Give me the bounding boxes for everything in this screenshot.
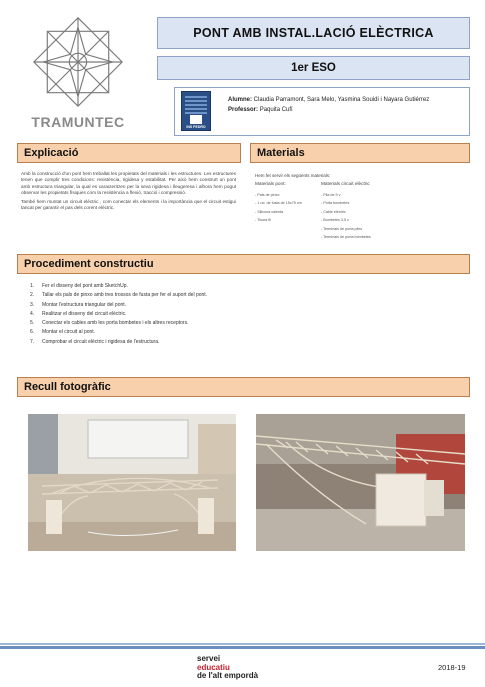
- list-item: - Porta bombetes: [321, 201, 350, 206]
- list-item: 6. Montar el circuit al pont.: [30, 329, 96, 336]
- authors-text: [228, 95, 464, 115]
- explicacio-paragraph: Amb la construcció d'un pont hem treballat les propietats del materials i les estructures. Les estructures tenen que complir tres condicions: resistència, rigidesa y estabilitat. Per això hem construït un pont amb estructura triangular, la qual es caracteritzen per la seva rigidesa i lleugeresa i alhora hem pogut observar les propietats físiques com la resistència a flexió, tracció i compressió.: [21, 171, 236, 195]
- page-title: PONT AMB INSTAL.LACIÓ ELÈCTRICA: [157, 17, 470, 49]
- explicacio-paragraph: També hem muntat un circuit elèctric , com conectar els elements i la importància que el circuit estigui tancat per garantir el pas dels corent elèctric.: [21, 199, 236, 211]
- list-item: 3. Montar l'estructura triangular del pont.: [30, 301, 127, 308]
- students-names: Claudia Parramont, Sara Melo, Yasmina Souidi i Nayara Gutiérrez: [253, 97, 430, 103]
- teacher-name: Paquita Cufí: [259, 107, 293, 113]
- logo-name: TRAMUNTEC: [31, 114, 125, 130]
- list-item: - Bombetes 3,5 v: [321, 218, 349, 223]
- students-label: Alumne:: [228, 97, 252, 103]
- materials-circuit-list: [321, 191, 371, 241]
- list-item: 7. Comprobar el circuit elèctric i rigidesa de l'estructura.: [30, 338, 160, 345]
- list-item: - Silicona calenta: [255, 209, 284, 214]
- list-item: - Pals de pinxo: [255, 193, 280, 197]
- materials-intro: Hem fet servir els següents materials:: [255, 173, 331, 178]
- footer-logo: [197, 655, 258, 681]
- procediment-steps: [30, 282, 450, 347]
- teacher-label: Professor:: [228, 107, 259, 113]
- list-item: 1. Fer el disseny del pont amb SketchUp.: [30, 283, 128, 289]
- section-recull-header: Recull fotogràfic: [17, 377, 470, 397]
- section-explicacio-header: Explicació: [17, 143, 241, 163]
- explicacio-text: [21, 171, 236, 215]
- section-procediment-header: Procediment constructiu: [17, 254, 470, 274]
- list-item: 4. Realitzar el disseny del circuit elèctric.: [30, 310, 127, 317]
- materials-content: [255, 172, 470, 240]
- list-item: - Terminals de porta bombetes: [321, 235, 371, 240]
- footer-year: 2018-19: [438, 663, 466, 672]
- compass-rose-icon: [30, 14, 126, 110]
- list-item: - Tisora fil: [255, 218, 271, 223]
- list-item: - Cable elèctric: [321, 209, 346, 214]
- bridge-photo-side: [256, 414, 465, 551]
- list-item: - Pila de 9 v: [321, 193, 341, 197]
- list-item: 2. Tallar els pals de pinxo amb tres trossos de fusta per fer el suport del pont.: [30, 292, 208, 299]
- authors-box: [174, 87, 470, 136]
- list-item: - Terminals de porta piles: [321, 226, 363, 231]
- school-logo: [181, 91, 211, 131]
- footer-divider: [0, 643, 485, 649]
- materials-bridge-list: [255, 191, 302, 225]
- bridge-photo-front: [28, 414, 236, 551]
- section-materials-header: Materials: [250, 143, 470, 163]
- footer-logo-line: servei: [197, 654, 221, 663]
- footer-logo-line: de l'alt empordà: [197, 671, 259, 680]
- materials-circuit-title: Materials circuit elèctric: [321, 181, 370, 186]
- course-label: 1er ESO: [157, 56, 470, 80]
- tramuntec-logo: [16, 14, 140, 134]
- materials-bridge-title: Materials pont:: [255, 181, 286, 186]
- school-logo-caption: INS PEDRO: [186, 125, 206, 129]
- footer-logo-line: educatiu: [197, 662, 230, 672]
- list-item: 5. Conectar els cables amb les porta bombetes i els altres receptors.: [30, 320, 189, 327]
- list-item: - 1 ud. de fusta de 15x75 cm: [255, 201, 302, 206]
